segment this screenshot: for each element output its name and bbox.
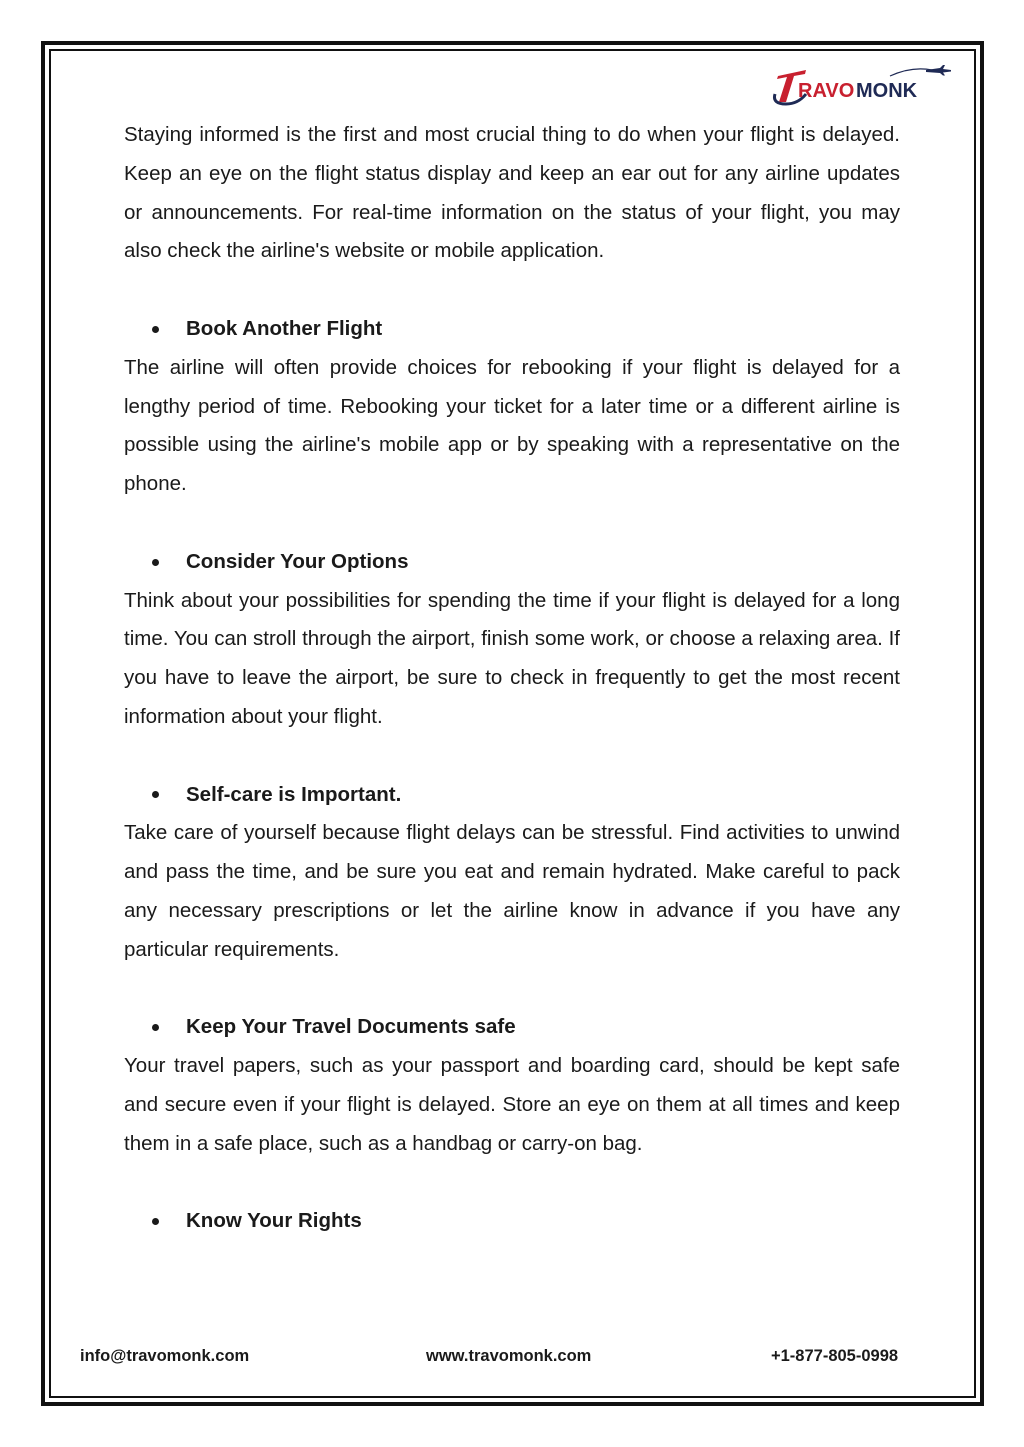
footer-email[interactable]: info@travomonk.com (80, 1347, 250, 1365)
section-body: Think about your possibilities for spending the time if your flight is delayed for a long time. You can stroll through the airport, finish some work, or choose a relaxing area. If you have to leave the airport, be sure to check in frequently to get the most recent information about your flight. (124, 588, 900, 728)
section-body: The airline will often provide choices for rebooking if your flight is delayed for a lengthy period of time. Rebooking your ticket for a later time or a different airline is possible using the airline's mobile app or by speaking with a representative on the phone. (124, 355, 900, 496)
airplane-icon (890, 65, 951, 76)
section-heading-text: Keep Your Travel Documents safe (186, 1015, 516, 1039)
spacer (124, 970, 900, 1009)
section-heading-text: Self-care is Important. (186, 782, 402, 806)
intro-paragraph: Staying informed is the first and most crucial thing to do when your flight is delayed. Keep an eye on the flight status display and keep an ear out for any airline updates or announcements. For real-time information on the status of your flight, you may also check the airline's website or mobile application. (124, 123, 900, 263)
section-heading-consider-your-options (124, 543, 900, 582)
section-heading-text: Know Your Rights (186, 1209, 362, 1233)
section-heading-self-care (124, 776, 900, 815)
footer-phone[interactable]: +1-877-805-0998 (771, 1347, 899, 1365)
spacer (124, 1164, 900, 1203)
spacer (124, 271, 900, 310)
bullet-icon (152, 1024, 159, 1031)
section-heading-know-your-rights (124, 1202, 900, 1241)
bullet-icon (152, 1218, 159, 1225)
bullet-icon (152, 791, 159, 798)
svg-text:MONK: MONK (856, 80, 918, 102)
section-heading-keep-travel-documents-safe (124, 1008, 900, 1047)
footer-website[interactable]: www.travomonk.com (426, 1347, 592, 1365)
section-body: Your travel papers, such as your passport and boarding card, should be kept safe and secure even if your flight is delayed. Store an eye on them at all times and keep them in a safe place, such as a handbag or carry-on bag. (124, 1054, 900, 1155)
document-body (124, 116, 900, 1241)
section-body: Take care of yourself because flight delays can be stressful. Find activities to unwind and pass the time, and be sure you eat and remain hydrated. Make careful to pack any necessary prescriptions or let the airline know in advance if you have any particular requirements. (124, 821, 900, 961)
spacer (124, 504, 900, 543)
section-heading-text: Consider Your Options (186, 549, 409, 573)
travomonk-logo (772, 64, 956, 108)
bullet-icon (152, 559, 159, 566)
section-heading-book-another-flight (124, 310, 900, 349)
bullet-icon (152, 326, 159, 333)
svg-text:RAVO: RAVO (798, 80, 855, 102)
spacer (124, 737, 900, 776)
section-heading-text: Book Another Flight (186, 316, 383, 340)
